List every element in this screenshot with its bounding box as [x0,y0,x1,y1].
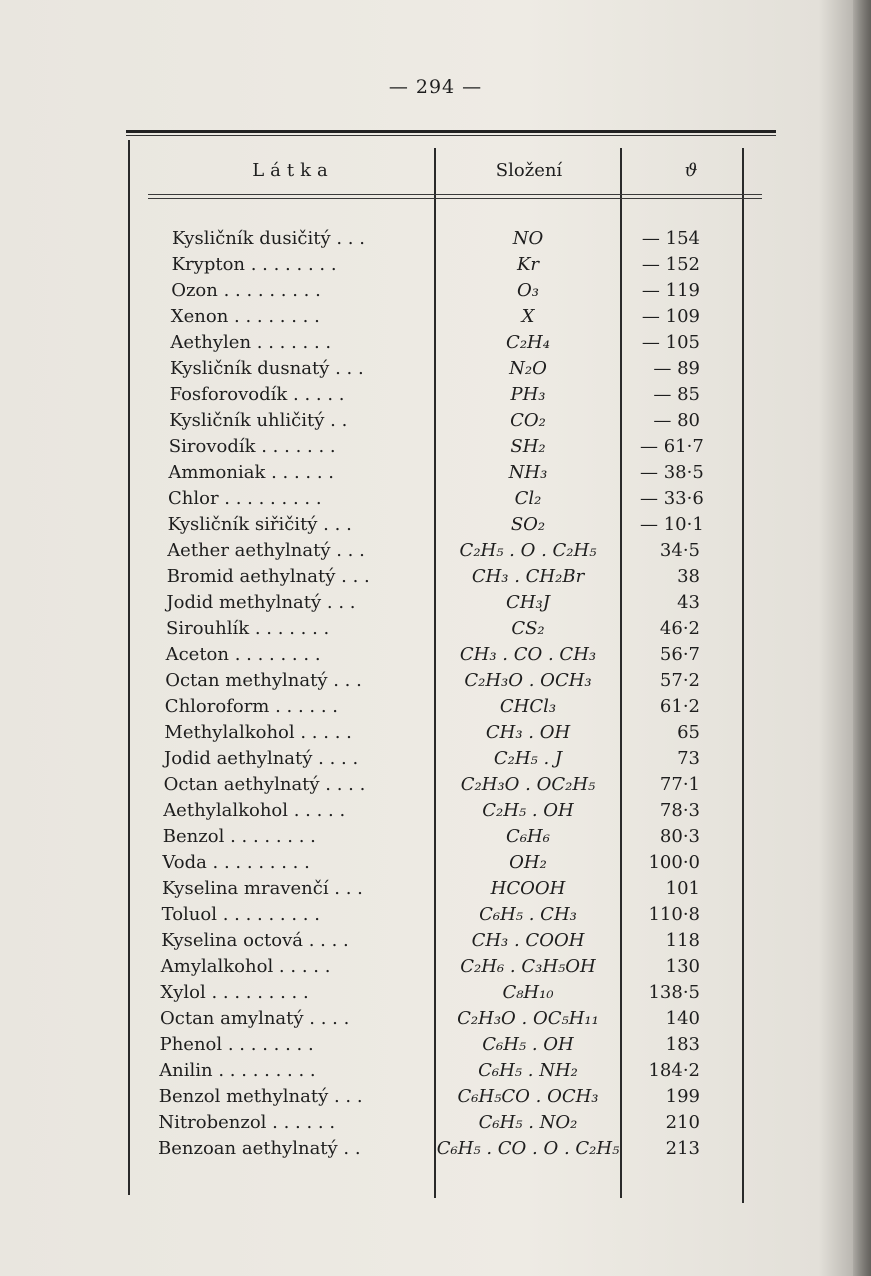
table-row [0,982,871,1008]
boiling-point-value: — 109 [641,306,700,327]
boiling-point-value: 118 [665,930,700,951]
chemical-formula: Cl₂ [514,488,542,509]
substance-name: Ammoniak . . . . . . [168,462,335,483]
chemical-formula: Kr [516,254,540,275]
substance-name: Amylalkohol . . . . . [160,956,331,977]
chemical-formula: O₃ [517,280,539,301]
boiling-point-value: 100·0 [648,852,700,873]
substance-name: Benzol methylnatý . . . [158,1086,363,1107]
boiling-point-value: 57·2 [659,670,700,691]
chemical-formula: OH₂ [509,852,547,873]
substance-name: Aethylen . . . . . . . [170,332,332,353]
substance-name: Aether aethylnatý . . . [167,540,365,561]
table-row [0,878,871,904]
boiling-point-value: 80·3 [659,826,700,847]
table-row [0,462,871,488]
boiling-point-value: — 152 [641,254,700,275]
table-row [0,618,871,644]
table-row [0,670,871,696]
chemical-formula: CH₃ . CO . CH₃ [459,644,597,665]
chemical-formula: C₈H₁₀ [502,982,554,1003]
substance-name: Benzoan aethylnatý . . [158,1138,361,1159]
substance-name: Aethylalkohol . . . . . [163,800,346,821]
chemical-formula: C₂H₆ . C₃H₅OH [460,956,596,977]
boiling-point-value: — 61·7 [640,436,704,457]
substance-name: Methylalkohol . . . . . [164,722,352,743]
boiling-point-value: 140 [665,1008,700,1029]
substance-name: Krypton . . . . . . . . [171,254,337,275]
table-row [0,722,871,748]
chemical-formula: C₂H₃O . OCH₃ [464,670,592,691]
substance-name: Phenol . . . . . . . . [159,1034,314,1055]
header-rule-2 [148,198,762,199]
substance-name: Jodid aethylnatý . . . . [164,748,359,769]
substance-name: Sirouhlík . . . . . . . [166,618,330,639]
boiling-point-value: — 80 [653,410,700,431]
chemical-formula: C₆H₅CO . OCH₃ [457,1086,599,1107]
table-row [0,254,871,280]
boiling-point-value: 56·7 [659,644,700,665]
chemical-formula: CH₃ . CH₂Br [471,566,585,587]
substance-name: Kysličník uhličitý . . [169,410,348,431]
table-row [0,904,871,930]
substance-name: Octan amylnatý . . . . [160,1008,350,1029]
chemical-formula: SH₂ [510,436,546,457]
substance-name: Ozon . . . . . . . . . [171,280,321,301]
header-theta: ϑ [684,160,698,181]
chemical-formula: C₂H₅ . J [493,748,563,769]
chemical-formula: CO₂ [510,410,546,431]
chemical-formula: C₆H₅ . OH [482,1034,574,1055]
chemical-formula: C₆H₅ . CH₃ [479,904,577,925]
chemical-formula: C₆H₆ [506,826,550,847]
table-row [0,384,871,410]
boiling-point-value: 61·2 [659,696,700,717]
substance-name: Xylol . . . . . . . . . [160,982,309,1003]
substance-name: Kysličník dusnatý . . . [170,358,364,379]
substance-name: Jodid methylnatý . . . [166,592,356,613]
table-top-rule [126,130,776,133]
table-row [0,1034,871,1060]
table-row [0,1060,871,1086]
table-row [0,332,871,358]
table-row [0,696,871,722]
header-composition: Složení [495,160,563,181]
substance-name: Nitrobenzol . . . . . . [158,1112,336,1133]
boiling-point-value: 34·5 [659,540,700,561]
chemical-formula: C₆H₅ . CO . O . C₂H₅ [436,1138,620,1159]
boiling-point-value: — 119 [641,280,700,301]
substance-name: Anilin . . . . . . . . . [159,1060,316,1081]
substance-name: Fosforovodík . . . . . [169,384,345,405]
substance-name: Sirovodík . . . . . . . [168,436,336,457]
chemical-formula: NH₃ [508,462,548,483]
table-row [0,280,871,306]
chemical-formula: PH₃ [510,384,546,405]
boiling-point-value: 213 [665,1138,700,1159]
table-row [0,228,871,254]
table-row [0,592,871,618]
chemical-formula: C₆H₅ . NH₂ [478,1060,578,1081]
table-row [0,1086,871,1112]
boiling-point-value: 110·8 [648,904,700,925]
boiling-point-value: 210 [665,1112,700,1133]
header-substance: Látka [252,160,334,181]
table-row [0,436,871,462]
substance-name: Voda . . . . . . . . . [162,852,310,873]
chemical-formula: C₂H₄ [506,332,550,353]
table-row [0,566,871,592]
chemical-formula: C₂H₅ . O . C₂H₅ [459,540,597,561]
substance-name: Kyselina mravenčí . . . [162,878,363,899]
boiling-point-value: — 10·1 [640,514,704,535]
table-row [0,410,871,436]
chemical-formula: CH₃J [506,592,550,613]
chemical-formula: N₂O [509,358,547,379]
table-row [0,306,871,332]
chemical-formula: CH₃ . OH [485,722,571,743]
boiling-point-value: 138·5 [648,982,700,1003]
chemical-formula: SO₂ [510,514,546,535]
table-row [0,800,871,826]
table-row [0,644,871,670]
chemical-formula: CHCl₃ [499,696,557,717]
chemical-formula: X [521,306,535,327]
substance-name: Kyselina octová . . . . [161,930,349,951]
table-row [0,540,871,566]
boiling-point-value: — 85 [653,384,700,405]
boiling-point-value: 130 [665,956,700,977]
substance-name: Kysličník dusičitý . . . [172,228,365,249]
table-row [0,826,871,852]
boiling-point-value: 43 [677,592,700,613]
boiling-point-value: 46·2 [659,618,700,639]
substance-name: Kysličník siřičitý . . . [167,514,352,535]
table-row [0,956,871,982]
page-number: — 294 — [388,76,483,98]
boiling-point-value: 73 [677,748,700,769]
chemical-formula: HCOOH [490,878,566,899]
substance-name: Chlor . . . . . . . . . [168,488,322,509]
table-row [0,748,871,774]
substance-name: Octan methylnatý . . . [165,670,362,691]
chemical-formula: C₂H₃O . OC₅H₁₁ [457,1008,599,1029]
boiling-point-value: — 105 [641,332,700,353]
table-row [0,514,871,540]
boiling-point-value: 101 [665,878,700,899]
substance-name: Toluol . . . . . . . . . [161,904,320,925]
chemical-formula: NO [512,228,544,249]
table-row [0,774,871,800]
substance-name: Octan aethylnatý . . . . [163,774,366,795]
chemical-formula: C₆H₅ . NO₂ [478,1112,578,1133]
boiling-point-value: 199 [665,1086,700,1107]
chemical-formula: CH₃ . COOH [471,930,585,951]
substance-name: Bromid aethylnatý . . . [166,566,370,587]
substance-name: Benzol . . . . . . . . [162,826,316,847]
header-rule [148,194,762,195]
table-row [0,1008,871,1034]
table-row [0,358,871,384]
boiling-point-value: 184·2 [648,1060,700,1081]
boiling-point-value: — 38·5 [640,462,704,483]
boiling-point-value: 183 [665,1034,700,1055]
chemical-formula: C₂H₅ . OH [482,800,574,821]
boiling-point-value: 65 [677,722,700,743]
boiling-point-value: — 89 [653,358,700,379]
boiling-point-value: 78·3 [659,800,700,821]
substance-name: Aceton . . . . . . . . [165,644,321,665]
table-row [0,852,871,878]
substance-name: Xenon . . . . . . . . [170,306,320,327]
table-row [0,1138,871,1164]
table-row [0,488,871,514]
boiling-point-value: — 154 [641,228,700,249]
boiling-point-value: — 33·6 [640,488,704,509]
boiling-point-value: 77·1 [659,774,700,795]
table-top-rule-thin [126,135,776,136]
chemical-formula: CS₂ [511,618,545,639]
table-row [0,930,871,956]
substance-name: Chloroform . . . . . . [164,696,339,717]
chemical-formula: C₂H₃O . OC₂H₅ [460,774,596,795]
table-row [0,1112,871,1138]
boiling-point-value: 38 [677,566,700,587]
